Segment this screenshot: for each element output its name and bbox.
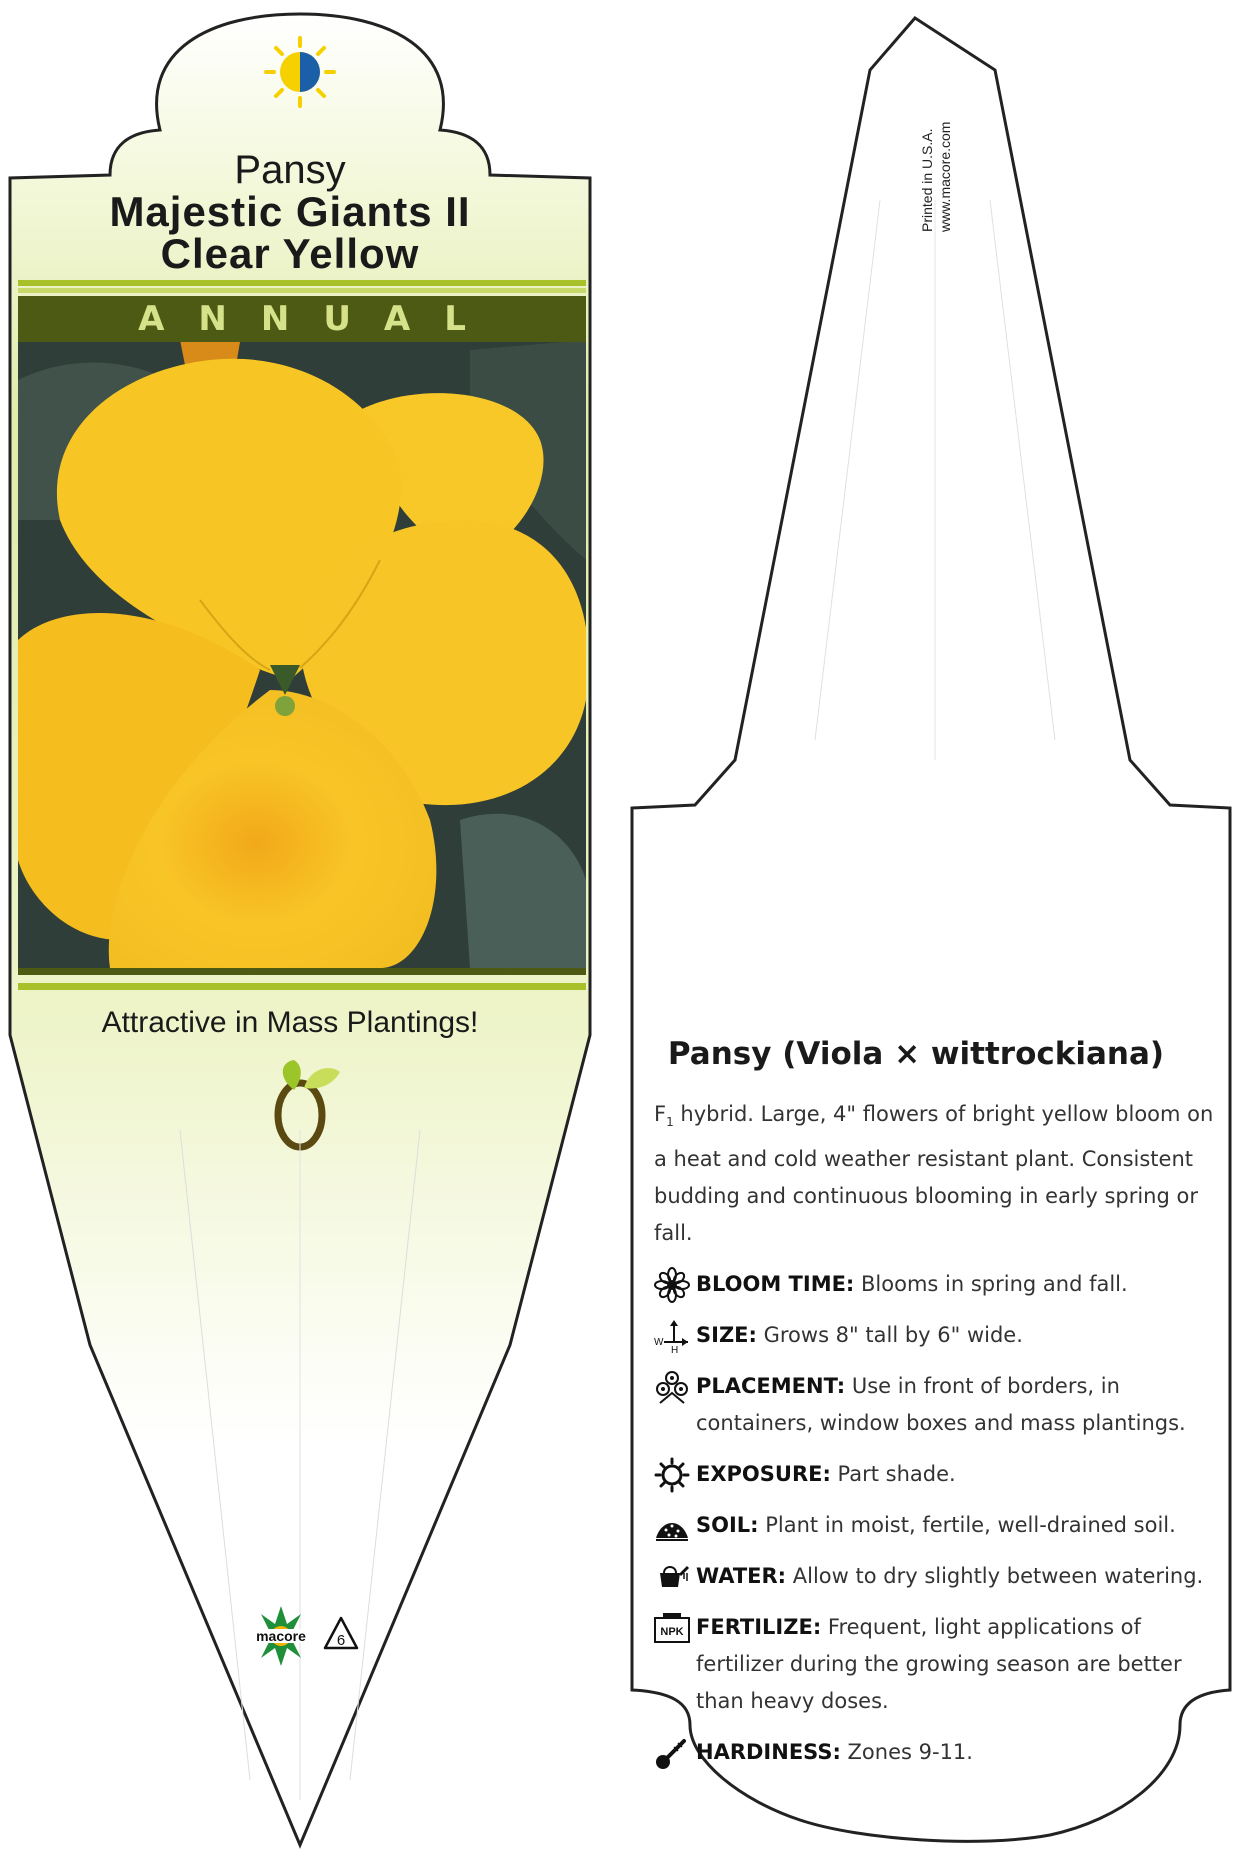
care-row-bloom	[654, 1266, 1214, 1303]
tagline: Attractive in Mass Plantings!	[101, 1006, 479, 1039]
macore-brand-text: macore	[256, 1628, 306, 1644]
care-label-hardiness: HARDINESS:	[696, 1740, 841, 1765]
printed-line1: Printed in U.S.A.	[919, 128, 935, 232]
care-row-size	[654, 1317, 1214, 1354]
care-row-exposure	[654, 1456, 1214, 1493]
care-row-water	[654, 1558, 1214, 1595]
sun-icon	[654, 1457, 690, 1493]
care-row-fertilize	[654, 1609, 1214, 1720]
accent-stripe	[18, 968, 586, 975]
size-icon	[654, 1318, 690, 1354]
accent-stripe	[18, 288, 586, 293]
care-row-placement	[654, 1368, 1214, 1442]
care-text-exposure: Part shade.	[830, 1462, 956, 1487]
placement-icon	[654, 1369, 690, 1405]
care-row-hardiness	[654, 1734, 1214, 1771]
care-label-fertilize: FERTILIZE:	[696, 1615, 822, 1640]
size-icon-h: H	[671, 1345, 679, 1355]
back-text-block	[654, 1096, 1214, 1785]
care-label-exposure: EXPOSURE:	[696, 1462, 831, 1487]
printed-line2: www.macore.com	[937, 121, 953, 232]
pansy-photo	[18, 340, 589, 968]
care-label-water: WATER:	[696, 1564, 787, 1589]
npk-icon-text: NPK	[660, 1626, 684, 1639]
care-text-fertilize: Frequent, light applications of fertilizer during the growing season are better than heavy doses.	[696, 1615, 1182, 1714]
care-text-hardiness: Zones 9-11.	[840, 1740, 973, 1765]
description-prefix: F	[654, 1102, 667, 1126]
variety-name-line2: Clear Yellow	[160, 230, 420, 277]
flower-icon	[654, 1267, 690, 1303]
care-text-water: Allow to dry slightly between watering.	[786, 1564, 1204, 1589]
accent-stripe	[18, 983, 586, 990]
watering-can-icon	[654, 1559, 690, 1595]
description	[654, 1096, 1214, 1252]
npk-icon	[654, 1610, 690, 1646]
thermometer-icon	[654, 1735, 690, 1771]
back-title: Pansy (Viola × wittrockiana)	[667, 1036, 1165, 1072]
annual-banner-label: ANNUAL	[138, 299, 500, 339]
soil-icon	[654, 1508, 690, 1544]
description-subscript: 1	[666, 1115, 674, 1130]
accent-stripe	[18, 280, 586, 286]
care-text-bloom: Blooms in spring and fall.	[854, 1272, 1128, 1297]
care-text-placement: Use in front of borders, in containers, window boxes and mass plantings.	[696, 1374, 1186, 1436]
description-text: hybrid. Large, 4" flowers of bright yellow bloom on a heat and cold weather resistant plant. Consistent budding and continuous blooming in early spring or fall.	[654, 1102, 1214, 1246]
common-name: Pansy	[234, 148, 346, 192]
variety-name-line1: Majestic Giants II	[109, 188, 471, 235]
care-row-soil	[654, 1507, 1214, 1544]
recycle-code: 6	[336, 1632, 346, 1649]
care-text-soil: Plant in moist, fertile, well-drained soil.	[758, 1513, 1176, 1538]
care-label-bloom: BLOOM TIME:	[696, 1272, 855, 1297]
care-label-placement: PLACEMENT:	[696, 1374, 846, 1399]
care-label-soil: SOIL:	[696, 1513, 759, 1538]
care-text-size: Grows 8" tall by 6" wide.	[756, 1323, 1023, 1348]
size-icon-w: W	[654, 1337, 664, 1349]
care-label-size: SIZE:	[696, 1323, 757, 1348]
